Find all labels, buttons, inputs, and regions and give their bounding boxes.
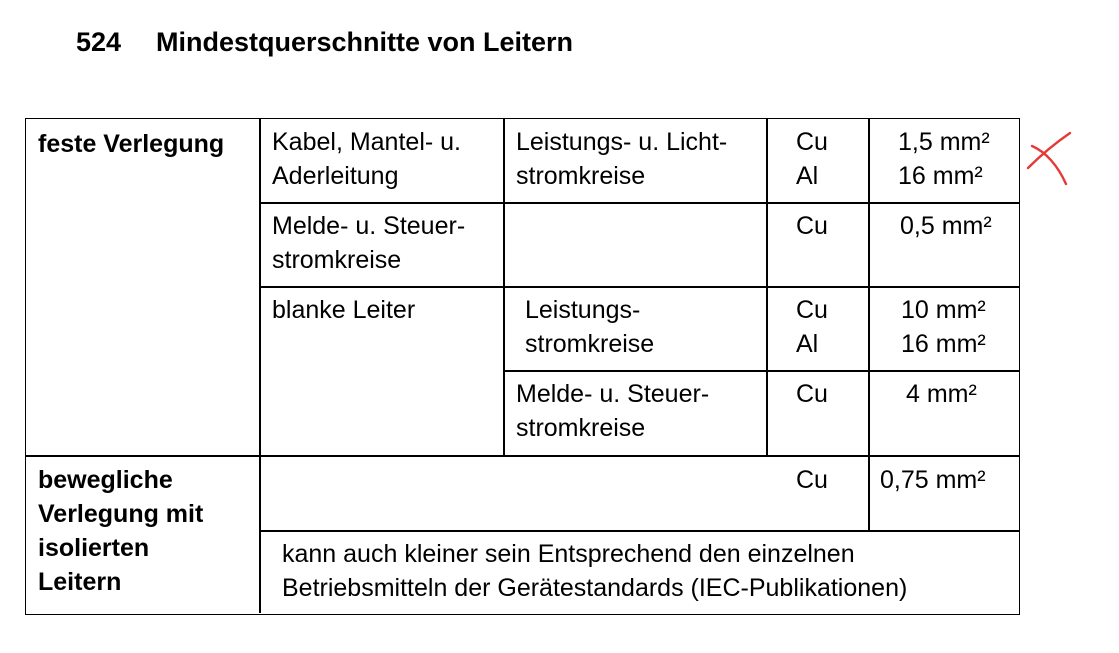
table-cell-material: Cu Al bbox=[796, 128, 828, 190]
row-divider bbox=[259, 286, 1019, 288]
column-divider bbox=[868, 119, 870, 530]
row-divider bbox=[259, 202, 1019, 204]
table-cell-circuit: Melde- u. Steuer- stromkreise bbox=[516, 380, 710, 442]
cross-mark-icon bbox=[1024, 128, 1076, 188]
cross-section-table bbox=[25, 118, 1020, 615]
column-divider bbox=[259, 119, 261, 613]
table-cell-type: blanke Leiter bbox=[272, 296, 416, 324]
table-cell-cross-section: 1,5 mm² 16 mm² bbox=[898, 128, 990, 190]
row-divider bbox=[503, 370, 1019, 372]
table-cell-circuit: Leistungs- u. Licht- stromkreise bbox=[516, 128, 728, 190]
section-number: 524 bbox=[76, 27, 122, 57]
table-cell-circuit: Leistungs- stromkreise bbox=[525, 296, 655, 358]
table-cell-type: Melde- u. Steuer- stromkreise bbox=[272, 212, 466, 274]
table-cell-cross-section: 4 mm² bbox=[906, 380, 977, 408]
table-cell-cross-section: 10 mm² 16 mm² bbox=[901, 296, 986, 358]
table-cell-cross-section: 0,75 mm² bbox=[880, 466, 986, 494]
row-divider bbox=[26, 455, 1019, 457]
table-cell-type: Kabel, Mantel- u. Aderleitung bbox=[272, 128, 461, 190]
row-header-flexible: bewegliche Verlegung mit isolierten Leitern bbox=[38, 466, 204, 596]
row-header-fixed: feste Verlegung bbox=[38, 130, 225, 158]
table-cell-material: Cu bbox=[796, 212, 828, 240]
table-cell-material: Cu bbox=[796, 466, 828, 494]
table-note: kann auch kleiner sein Entsprechend den einzelnen Betriebsmitteln der Gerätestandards (IEC-Publikationen) bbox=[282, 540, 908, 602]
section-heading bbox=[76, 24, 573, 60]
table-cell-material: Cu Al bbox=[796, 296, 828, 358]
table-cell-cross-section: 0,5 mm² bbox=[900, 212, 992, 240]
table-cell-material: Cu bbox=[796, 380, 828, 408]
row-divider bbox=[259, 530, 1019, 532]
section-title: Mindestquerschnitte von Leitern bbox=[156, 27, 574, 57]
